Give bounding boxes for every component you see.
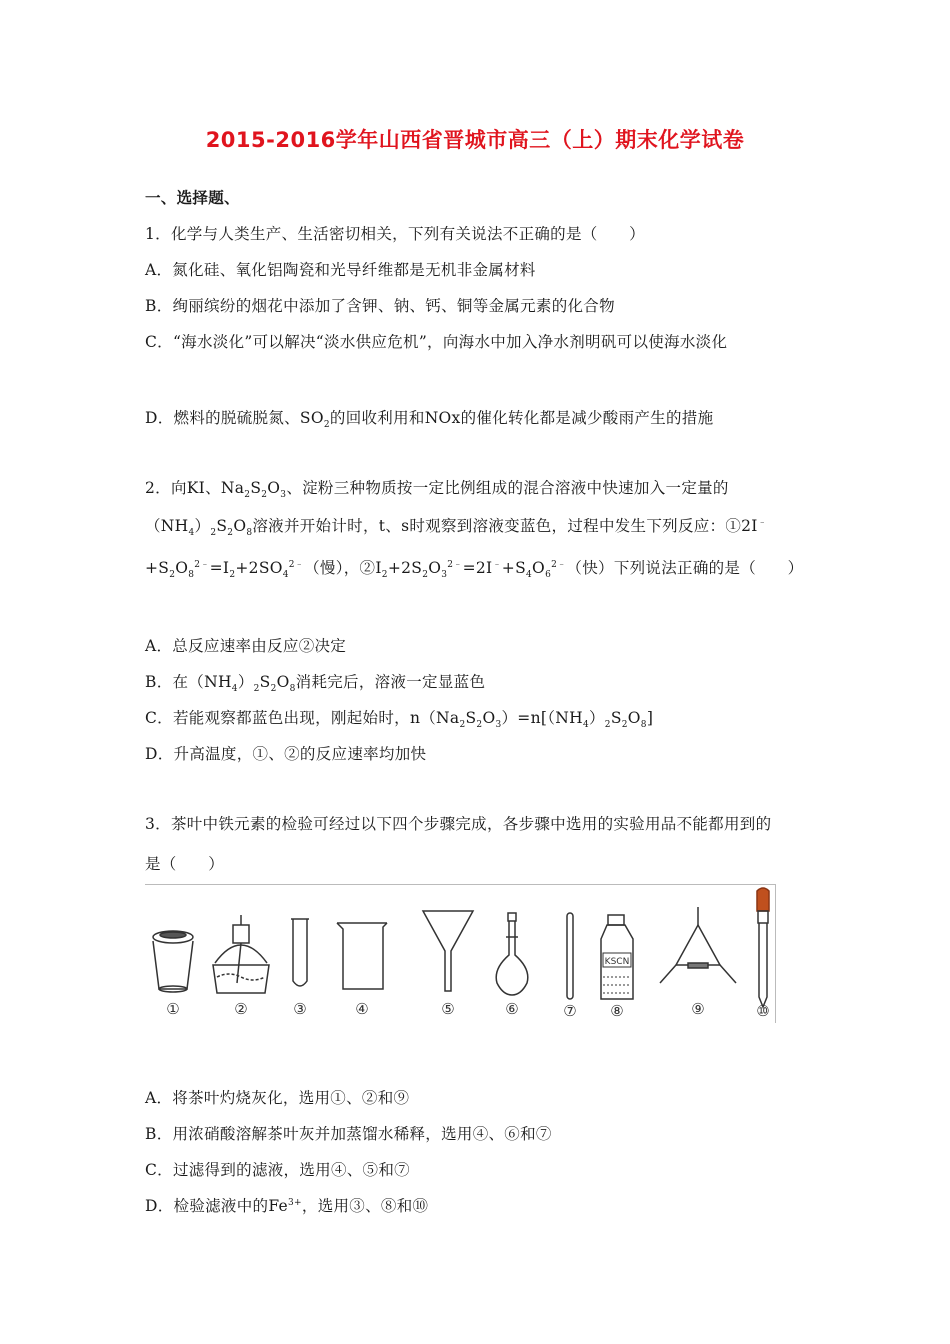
page-title: 2015-2016学年山西省晋城市高三（上）期末化学试卷 — [205, 128, 745, 152]
test-tube-icon — [291, 919, 309, 986]
q2-option-a: A．总反应速率由反应②决定 — [145, 637, 347, 655]
apparatus-figure — [145, 884, 776, 1023]
section-heading: 一、选择题、 — [145, 189, 240, 207]
volumetric-flask-icon — [496, 913, 528, 995]
q3-option-d: D．检验滤液中的$Fe^{3+}$，选用③、⑧和⑩ — [145, 1197, 429, 1215]
crucible-icon — [153, 931, 193, 992]
q3-option-a: A．将茶叶灼烧灰化，选用①、②和⑨ — [145, 1089, 410, 1107]
q3-stem-line2: 是（ ） — [145, 855, 225, 873]
q1-option-a: A．氮化硅、氧化铝陶瓷和光导纤维都是无机非金属材料 — [145, 261, 536, 279]
apparatus-label-10: ⑩ — [756, 1002, 770, 1020]
apparatus-label-5: ⑤ — [441, 1000, 455, 1018]
glass-rod-icon — [567, 913, 573, 999]
apparatus-label-2: ② — [234, 1000, 248, 1018]
clay-triangle-icon — [660, 907, 736, 983]
reagent-bottle-icon — [601, 915, 633, 999]
apparatus-label-7: ⑦ — [563, 1002, 577, 1020]
q3-option-c: C．过滤得到的滤液，选用④、⑤和⑦ — [145, 1161, 410, 1179]
apparatus-label-6: ⑥ — [505, 1000, 519, 1018]
q1-option-d: D．燃料的脱硫脱氮、$SO_2$的回收利用和NOx的催化转化都是减少酸雨产生的措施 — [145, 409, 714, 431]
funnel-icon — [423, 911, 473, 991]
bottle-label: KSCN — [604, 957, 630, 967]
beaker-icon — [337, 923, 387, 989]
q1-stem: 1．化学与人类生产、生活密切相关，下列有关说法不正确的是（ ） — [145, 225, 645, 243]
q1-option-b: B．绚丽缤纷的烟花中添加了含钾、钠、钙、铜等金属元素的化合物 — [145, 297, 615, 315]
apparatus-label-8: ⑧ — [610, 1002, 624, 1020]
q2-stem-line2: $(NH_4)_2S_2O_8$溶液并开始计时，t、s时观察到溶液变蓝色，过程中发生下列反应：①2I﹣ — [145, 517, 768, 539]
apparatus-label-1: ① — [166, 1000, 180, 1018]
apparatus-label-9: ⑨ — [691, 1000, 705, 1018]
q2-option-b: B．在$(NH_4)_2S_2O_8$消耗完后，溶液一定显蓝色 — [145, 673, 486, 695]
q2-option-d: D．升高温度，①、②的反应速率均加快 — [145, 745, 427, 763]
apparatus-label-3: ③ — [293, 1000, 307, 1018]
q1-option-c: C．“海水淡化”可以解决“淡水供应危机”，向海水中加入净水剂明矾可以使海水淡化 — [145, 333, 728, 351]
q2-stem-line3: $+S_2O_8^{2﹣}=I_2+2SO_4^{2﹣}$（慢），$②I_2+2S_2O_3^{2﹣}=2I^﹣+S_4O_6^{2﹣}$（快）下列说法正确的是（ ） — [145, 559, 804, 581]
q3-option-b: B．用浓硝酸溶解茶叶灰并加蒸馏水稀释，选用④、⑥和⑦ — [145, 1125, 552, 1143]
alcohol-lamp-icon — [213, 915, 269, 993]
dropper-icon — [757, 888, 769, 1007]
q2-stem-line1: 2．向KI、$Na_2S_2O_3$、淀粉三种物质按一定比例组成的混合溶液中快速加入一定量的 — [145, 479, 729, 501]
q2-option-c: C．若能观察都蓝色出现，刚起始时，$n(Na_2S_2O_3)=n[(NH_4)_2S_2O_8]$ — [145, 709, 654, 731]
q3-stem-line1: 3．茶叶中铁元素的检验可经过以下四个步骤完成，各步骤中选用的实验用品不能都用到的 — [145, 815, 772, 833]
apparatus-label-4: ④ — [355, 1000, 369, 1018]
